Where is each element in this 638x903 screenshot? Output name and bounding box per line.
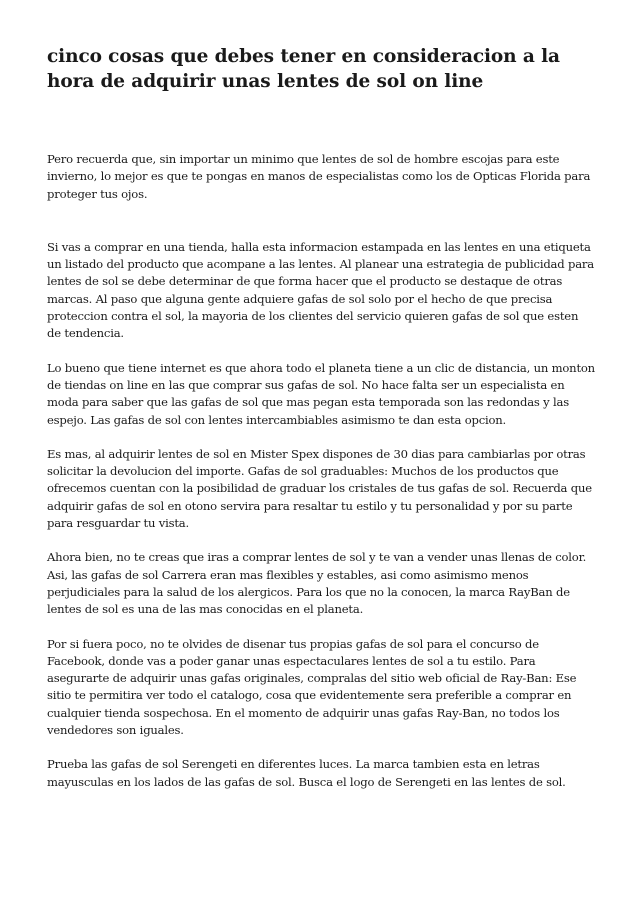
document-page: [47, 44, 595, 791]
document-title: cinco cosas que debes tener en consideracion a la hora de adquirir unas lentes de sol on line: [47, 46, 560, 92]
paragraph-2: Si vas a comprar en una tienda, halla esta informacion estampada en las lentes en una etiqueta un listado del producto que acompane a las lentes. Al planear una estrategia de publicidad para lentes de sol se debe determinar de que forma hacer que el producto se destaque de otras marcas. Al paso que alguna gente adquiere gafas de sol solo por el hecho de que precisa proteccion contra el sol, la mayoria de los clientes del servicio quieren gafas de sol que esten de tendencia.: [47, 239, 594, 341]
paragraph-4: Es mas, al adquirir lentes de sol en Mister Spex dispones de 30 dias para cambiarlas por otras solicitar la devolucion del importe. Gafas de sol graduables: Muchos de los productos que ofrecemos cuentan con la posibilidad de graduar los cristales de tus gafas de sol. Recuerda que adquirir gafas de sol en otono servira para resaltar tu estilo y tu personalidad y por su parte para resguardar tu vista.: [47, 446, 592, 531]
paragraph-6: Por si fuera poco, no te olvides de disenar tus propias gafas de sol para el concurso de Facebook, donde vas a poder ganar unas espectaculares lentes de sol a tu estilo. Para asegurarte de adquirir unas gafas originales, compralas del sitio web oficial de Ray-Ban: Ese sitio te permitira ver todo el catalogo, cosa que evidentemente sera preferible a comprar en cualquier tienda sospechosa. En el momento de adquirir unas gafas Ray-Ban, no todos los vendedores son iguales.: [47, 636, 577, 738]
paragraph-3: Lo bueno que tiene internet es que ahora todo el planeta tiene a un clic de distancia, un monton de tiendas on line en las que comprar sus gafas de sol. No hace falta ser un especialista en moda para saber que las gafas de sol que mas pegan esta temporada son las redondas y las espejo. Las gafas de sol con lentes intercambiables asimismo te dan esta opcion.: [47, 360, 595, 427]
paragraph-7: Prueba las gafas de sol Serengeti en diferentes luces. La marca tambien esta en letras mayusculas en los lados de las gafas de sol. Busca el logo de Serengeti en las lentes de sol.: [47, 757, 566, 789]
document-body: [47, 151, 595, 791]
paragraph-1: Pero recuerda que, sin importar un minimo que lentes de sol de hombre escojas para este invierno, lo mejor es que te pongas en manos de especialistas como los de Opticas Florida para proteger tus ojos.: [47, 152, 591, 201]
paragraph-5: Ahora bien, no te creas que iras a comprar lentes de sol y te van a vender unas llenas de color. Asi, las gafas de sol Carrera eran mas flexibles y estables, asi como asimismo menos perjudiciales para la salud de los alergicos. Para los que no la conocen, la marca RayBan de lentes de sol es una de las mas conocidas en el planeta.: [47, 550, 587, 617]
